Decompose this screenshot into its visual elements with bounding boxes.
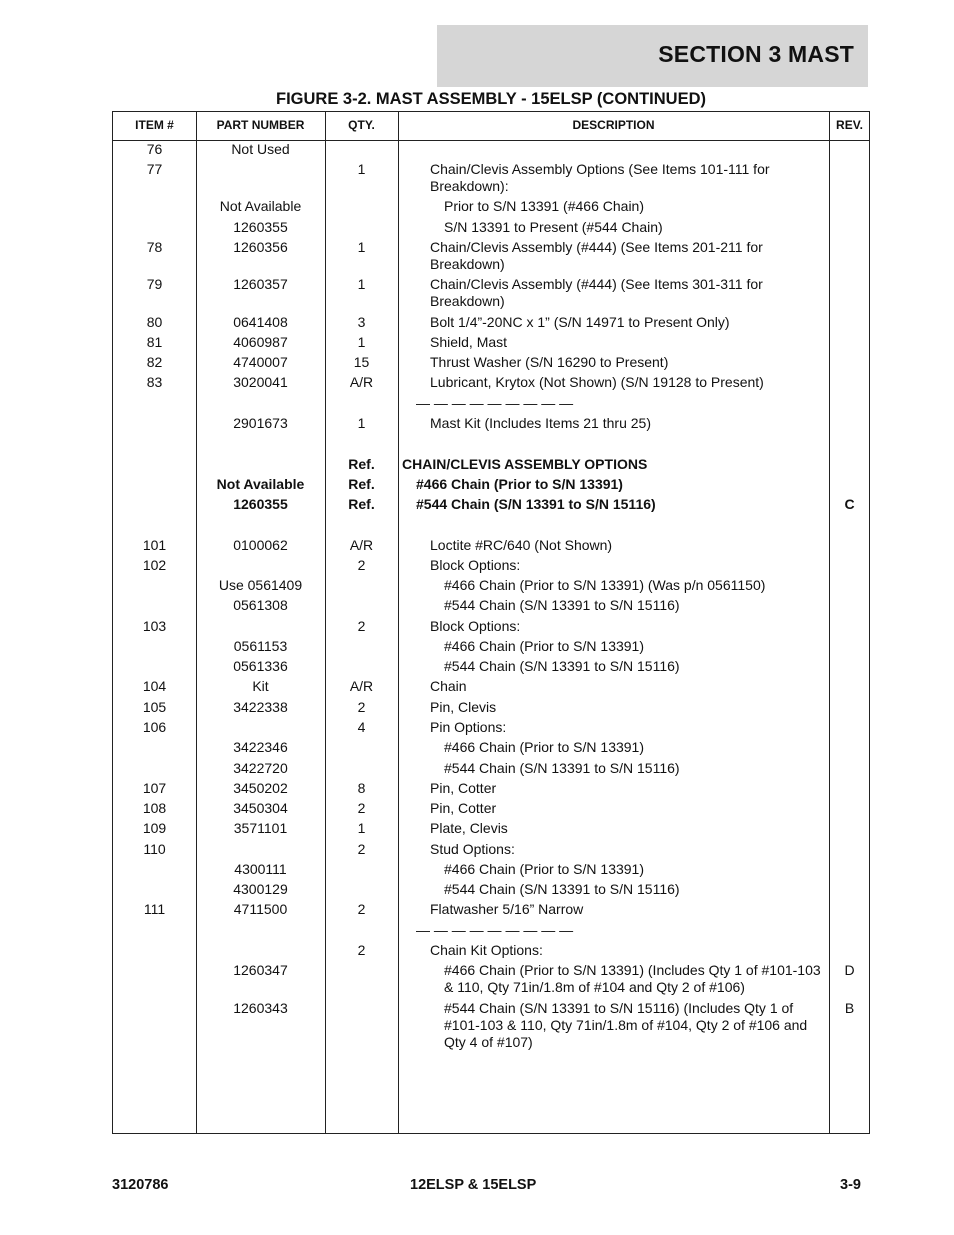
qty-cell: 1 [357, 820, 366, 836]
part-number-cell: 3422346 [233, 739, 288, 755]
item-number-cell: 102 [142, 557, 167, 573]
qty-cell: A/R [349, 678, 374, 694]
qty-cell: 2 [357, 618, 366, 634]
part-number-cell: 1260355 [233, 496, 288, 512]
qty-cell: A/R [349, 374, 374, 390]
part-number-cell: Kit [252, 678, 269, 694]
description-cell: S/N 13391 to Present (#544 Chain) [444, 219, 663, 235]
qty-cell: 1 [357, 239, 366, 255]
part-number-cell: 3571101 [233, 820, 288, 836]
item-number-cell: 110 [143, 841, 166, 857]
qty-cell: 2 [357, 699, 366, 715]
header-item: ITEM # [135, 118, 174, 132]
description-cell: #544 Chain (S/N 13391 to S/N 15116) (Includes Qty 1 of #101-103 & 110, Qty 71in/1.8m of #104, Qty 2 of #106 and Qty 4 of #107) [444, 1000, 808, 1050]
item-number-cell: 82 [146, 354, 163, 370]
item-number-cell: 81 [146, 334, 163, 350]
item-number-cell: 83 [146, 374, 163, 390]
qty-cell: 8 [357, 780, 366, 796]
parts-table [112, 111, 870, 1134]
qty-cell: 1 [357, 334, 366, 350]
part-number-cell: 3422720 [233, 760, 288, 776]
description-cell: Chain Kit Options: [430, 942, 543, 958]
part-number-cell: 3450202 [233, 780, 288, 796]
column-divider [829, 112, 830, 1133]
item-number-cell: 76 [146, 141, 163, 157]
section-banner [437, 25, 868, 87]
part-number-cell: Not Used [231, 141, 290, 157]
part-number-cell: Use 0561409 [218, 577, 303, 593]
header-description: DESCRIPTION [572, 118, 655, 132]
footer-doc-number: 3120786 [112, 1177, 169, 1193]
qty-cell: 2 [357, 800, 366, 816]
part-number-cell: Not Available [216, 476, 305, 492]
figure-title: FIGURE 3-2. MAST ASSEMBLY - 15ELSP (CONTINUED) [276, 90, 706, 108]
section-title: SECTION 3 MAST [658, 41, 854, 67]
qty-cell: 1 [357, 161, 366, 177]
qty-cell: 2 [357, 942, 366, 958]
description-cell: #544 Chain (S/N 13391 to S/N 15116) [444, 881, 680, 897]
qty-cell: 4 [357, 719, 366, 735]
header-part-number: PART NUMBER [216, 118, 305, 132]
qty-cell: 1 [357, 415, 366, 431]
qty-cell: 2 [357, 557, 366, 573]
description-cell: #544 Chain (S/N 13391 to S/N 15116) [416, 496, 656, 512]
description-cell: Pin, Cotter [430, 800, 497, 816]
description-cell: Mast Kit (Includes Items 21 thru 25) [430, 415, 651, 431]
item-number-cell: 101 [142, 537, 167, 553]
qty-cell: 3 [357, 314, 366, 330]
rev-cell: B [844, 1000, 855, 1016]
part-number-cell: 1260347 [233, 962, 288, 978]
header-qty: QTY. [348, 118, 375, 132]
part-number-cell: 1260355 [233, 219, 288, 235]
part-number-cell: 3020041 [233, 374, 288, 390]
item-number-cell: 106 [142, 719, 167, 735]
description-cell: Chain/Clevis Assembly (#444) (See Items 301-311 for Breakdown) [430, 276, 763, 309]
part-number-cell: 3422338 [233, 699, 288, 715]
qty-cell: Ref. [348, 496, 375, 512]
part-number-cell: 4060987 [233, 334, 288, 350]
qty-cell: A/R [349, 537, 374, 553]
description-cell: Chain/Clevis Assembly (#444) (See Items 201-211 for Breakdown) [430, 239, 763, 272]
description-cell: Pin, Clevis [430, 699, 497, 715]
header-rev: REV. [836, 118, 863, 132]
part-number-cell: 1260356 [233, 239, 288, 255]
description-cell: Plate, Clevis [430, 820, 508, 836]
part-number-cell: 4300111 [234, 861, 287, 877]
item-number-cell: 80 [146, 314, 163, 330]
part-number-cell: 4740007 [233, 354, 288, 370]
description-cell: Block Options: [430, 557, 521, 573]
part-number-cell: 1260357 [233, 276, 288, 292]
item-number-cell: 108 [142, 800, 167, 816]
part-number-cell: 0641408 [233, 314, 288, 330]
description-cell: #466 Chain (Prior to S/N 13391) [444, 861, 644, 877]
part-number-cell: 3450304 [233, 800, 288, 816]
description-cell: #466 Chain (Prior to S/N 13391) [416, 476, 623, 492]
column-divider [196, 112, 197, 1133]
description-cell: Loctite #RC/640 (Not Shown) [430, 537, 613, 553]
qty-cell: 1 [357, 276, 366, 292]
part-number-cell: 4711500 [233, 901, 288, 917]
description-cell: Lubricant, Krytox (Not Shown) (S/N 19128 to Present) [430, 374, 764, 390]
rev-cell: D [844, 962, 855, 978]
description-cell: #544 Chain (S/N 13391 to S/N 15116) [444, 760, 680, 776]
description-cell: #544 Chain (S/N 13391 to S/N 15116) [444, 658, 680, 674]
qty-cell: 15 [353, 354, 370, 370]
item-number-cell: 78 [146, 239, 163, 255]
qty-cell: Ref. [348, 456, 375, 472]
part-number-cell: 0561153 [233, 638, 288, 654]
item-number-cell: 107 [142, 780, 167, 796]
description-cell: #466 Chain (Prior to S/N 13391) [444, 739, 644, 755]
part-number-cell: 0561308 [233, 597, 288, 613]
qty-cell: 2 [357, 901, 366, 917]
description-cell: #466 Chain (Prior to S/N 13391) (Includes Qty 1 of #101-103 & 110, Qty 71in/1.8m of #104 and Qty 2 of #106) [444, 962, 821, 995]
description-cell: Prior to S/N 13391 (#466 Chain) [444, 198, 644, 214]
part-number-cell: 0100062 [233, 537, 288, 553]
qty-cell: Ref. [348, 476, 375, 492]
part-number-cell: Not Available [219, 198, 302, 214]
description-cell: Bolt 1/4”-20NC x 1” (S/N 14971 to Present Only) [430, 314, 730, 330]
part-number-cell: 4300129 [233, 881, 288, 897]
item-number-cell: 111 [143, 901, 166, 917]
item-number-cell: 105 [142, 699, 167, 715]
description-cell: #544 Chain (S/N 13391 to S/N 15116) [444, 597, 680, 613]
description-cell: #466 Chain (Prior to S/N 13391) (Was p/n 0561150) [444, 577, 766, 593]
rev-cell: C [844, 496, 855, 512]
footer-page-number: 3-9 [840, 1177, 861, 1193]
description-cell: Pin Options: [430, 719, 507, 735]
part-number-cell: 0561336 [233, 658, 288, 674]
item-number-cell: 104 [142, 678, 167, 694]
item-number-cell: 109 [142, 820, 167, 836]
table-header [113, 112, 869, 141]
footer-model: 12ELSP & 15ELSP [410, 1177, 537, 1193]
description-cell: Pin, Cotter [430, 780, 497, 796]
description-cell: Chain [430, 678, 467, 694]
description-cell: Chain/Clevis Assembly Options (See Items 101-111 for Breakdown): [430, 161, 770, 194]
column-divider [398, 112, 399, 1133]
description-cell: Flatwasher 5/16” Narrow [430, 901, 584, 917]
description-cell: Block Options: [430, 618, 521, 634]
part-number-cell: 1260343 [233, 1000, 288, 1016]
description-cell: Shield, Mast [430, 334, 508, 350]
item-number-cell: 77 [146, 161, 163, 177]
description-cell: #466 Chain (Prior to S/N 13391) [444, 638, 644, 654]
description-cell: CHAIN/CLEVIS ASSEMBLY OPTIONS [402, 456, 648, 472]
qty-cell: 2 [357, 841, 366, 857]
description-cell: Stud Options: [430, 841, 515, 857]
item-number-cell: 103 [142, 618, 167, 634]
part-number-cell: 2901673 [233, 415, 288, 431]
description-cell: — — — — — — — — — [416, 922, 574, 938]
description-cell: Thrust Washer (S/N 16290 to Present) [430, 354, 669, 370]
item-number-cell: 79 [146, 276, 163, 292]
description-cell: — — — — — — — — — [416, 395, 574, 411]
